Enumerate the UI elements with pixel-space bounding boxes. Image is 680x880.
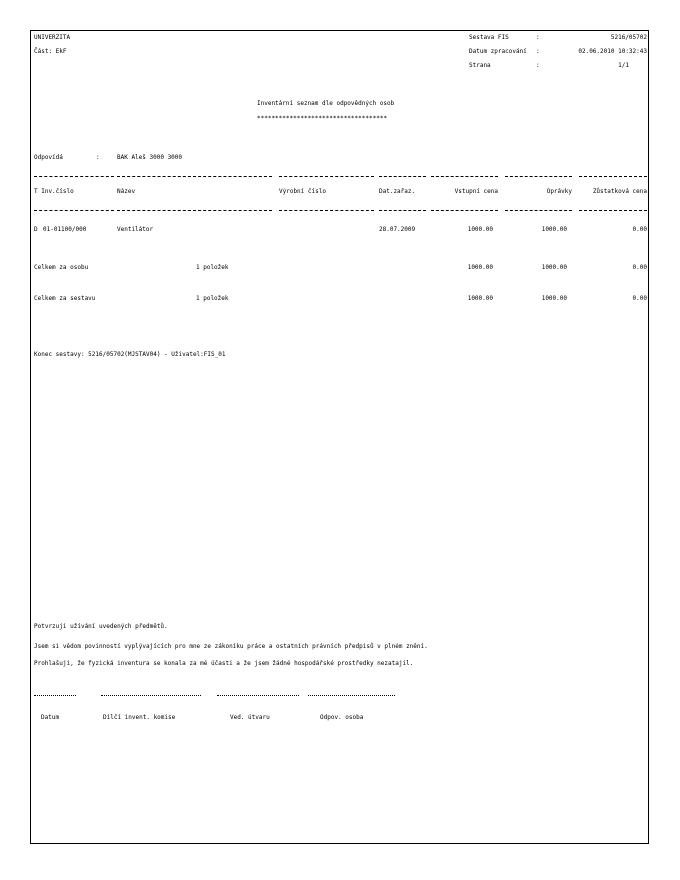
page-number: 1/1 [618, 62, 629, 69]
row-type: D [34, 226, 38, 233]
rule-segment [117, 210, 272, 211]
total-report-label: Celkem za sestavu [34, 295, 96, 302]
responsible-label: Odpovídá [34, 154, 63, 161]
responsible-person: BAK Aleš 3000 3000 [117, 154, 183, 161]
page-colon: : [536, 62, 540, 69]
signature-label-responsible: Odpov. osoba [320, 714, 364, 721]
signature-line-responsible [308, 695, 395, 696]
university-name: UNIVERZITA [34, 34, 71, 41]
confirmation-line-3: Prohlašuji, že fyzická inventura se konala za mé účasti a že jsem žádné hospodářské prostředky nezatajil. [34, 660, 414, 667]
report-page [30, 30, 649, 844]
confirmation-line-1: Potvrzuji užívání uvedených předmětů. [34, 623, 168, 630]
responsible-colon: : [96, 154, 100, 161]
page-label: Strana [469, 62, 491, 69]
row-item-name: Ventilátor [117, 226, 154, 233]
rule-segment [117, 176, 272, 177]
col-header-depreciation: Oprávky [546, 188, 572, 195]
col-header-date: Dat.zařaz. [379, 188, 416, 195]
col-header-inv: T Inv.číslo [34, 188, 74, 195]
rule-segment [379, 210, 426, 211]
total-person-count: 1 položek [196, 264, 229, 271]
signature-line-date [34, 695, 76, 696]
row-date: 28.07.2009 [379, 226, 416, 233]
rule-segment [379, 176, 426, 177]
col-header-serial: Výrobní číslo [279, 188, 326, 195]
total-person-price: 1000.00 [467, 264, 493, 271]
total-person-depreciation: 1000.00 [541, 264, 567, 271]
processed-colon: : [536, 48, 540, 55]
rule-segment [579, 176, 647, 177]
confirmation-line-2: Jsem si vědom povinností vyplývajících pro mne ze zákoníku práce a ostatních právních předpisů v plném znění. [34, 643, 428, 650]
processed-datetime: 02.06.2010 10:32:43 [578, 48, 647, 55]
rule-segment [579, 210, 647, 211]
rule-segment [34, 176, 114, 177]
rule-segment [279, 176, 374, 177]
signature-line-department [217, 695, 299, 696]
row-residual: 0.00 [632, 226, 647, 233]
signature-line-commission [101, 695, 201, 696]
rule-segment [505, 176, 572, 177]
row-inventory-number: 01-01100/000 [43, 226, 87, 233]
processed-label: Datum zpracování [469, 48, 527, 55]
col-header-residual: Zůstatková cena [592, 188, 647, 195]
signature-label-date: Datum [41, 714, 60, 721]
row-depreciation: 1000.00 [541, 226, 567, 233]
col-header-name: Název [117, 188, 136, 195]
row-price: 1000.00 [467, 226, 493, 233]
col-header-price: Vstupní cena [454, 188, 498, 195]
title-underline: ************************************ [257, 115, 388, 122]
rule-segment [34, 210, 114, 211]
rule-segment [431, 210, 498, 211]
signature-label-department: Ved. útvaru [230, 714, 270, 721]
total-person-residual: 0.00 [632, 264, 647, 271]
report-colon: : [536, 34, 540, 41]
total-report-residual: 0.00 [632, 295, 647, 302]
report-end-note: Konec sestavy: 5216/05702(MJSTAV04) - Uživatel:FIS_01 [34, 351, 226, 358]
total-report-depreciation: 1000.00 [541, 295, 567, 302]
total-report-count: 1 položek [196, 295, 229, 302]
total-report-price: 1000.00 [467, 295, 493, 302]
rule-segment [505, 210, 572, 211]
part-label: Část: EkF [34, 48, 67, 55]
report-title: Inventární seznam dle odpovědných osob [257, 100, 395, 107]
rule-segment [279, 210, 374, 211]
report-number: 5216/05702 [610, 34, 647, 41]
total-person-label: Celkem za osobu [34, 264, 89, 271]
signature-label-commission: Dílčí invent. komise [103, 714, 176, 721]
report-label: Sestava FIS [469, 34, 509, 41]
rule-segment [431, 176, 498, 177]
